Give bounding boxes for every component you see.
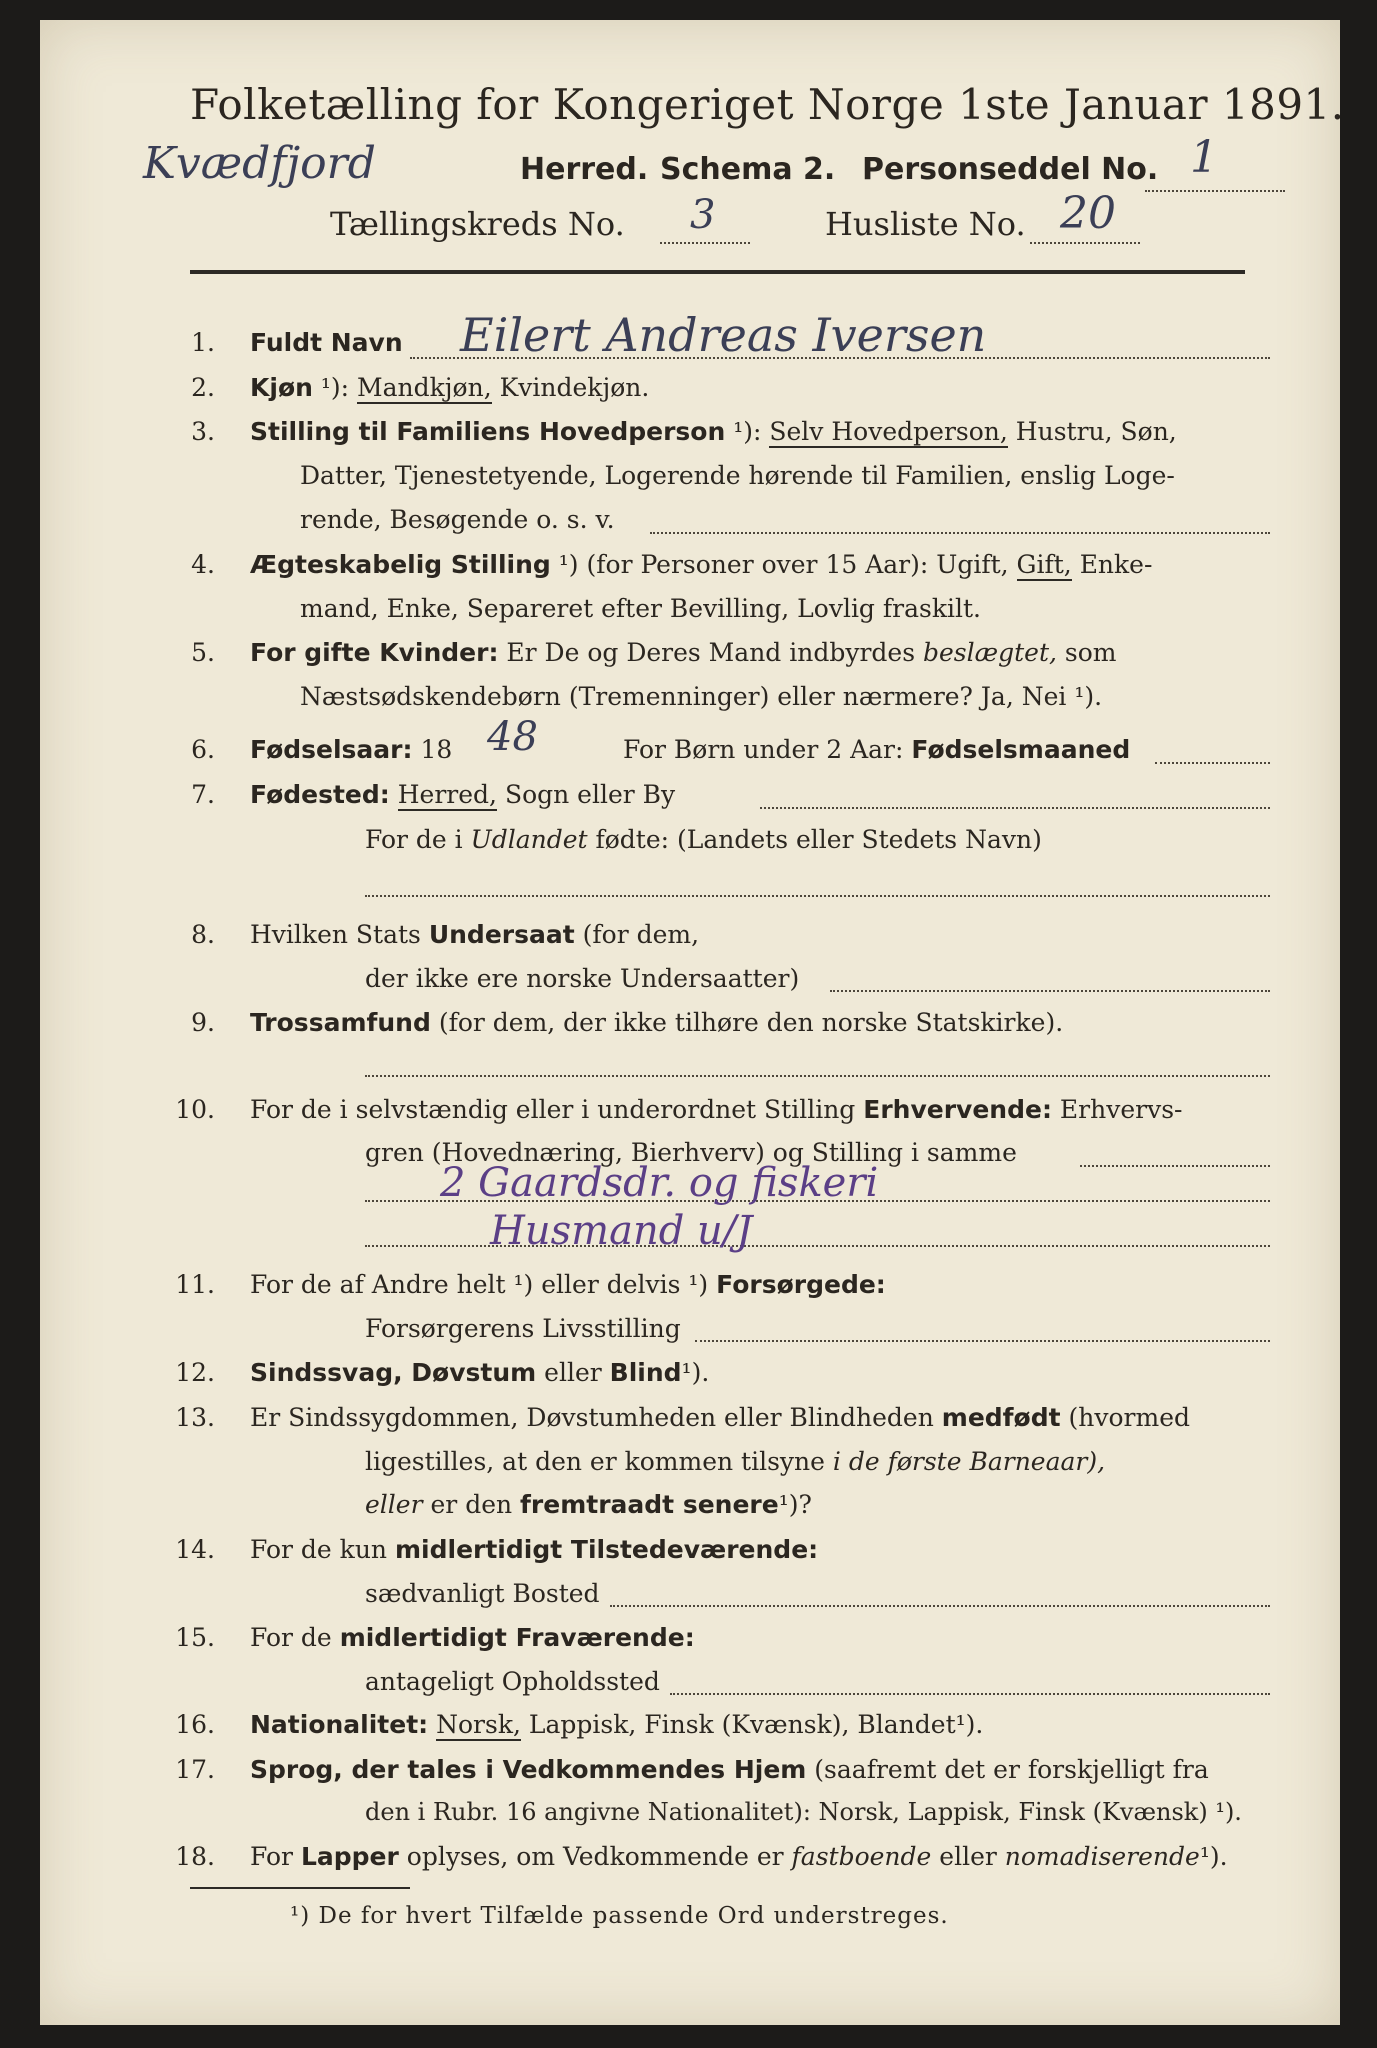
kreds-dots — [660, 242, 750, 244]
item-number: 9. — [191, 1008, 215, 1037]
abroad-text: For de i — [365, 825, 463, 854]
occupation-answer-1: 2 Gaardsdr. og fiskeri — [440, 1160, 879, 1206]
religion-dots — [365, 1075, 1270, 1077]
dependents-dots — [695, 1340, 1270, 1342]
lapps-settled: fastboende — [791, 1842, 932, 1871]
item-number: 15. — [175, 1623, 215, 1652]
occupation-text: For de i selvstændig eller i underordnet Stilling — [250, 1095, 856, 1124]
nationality-selected: Norsk, — [436, 1710, 521, 1739]
temp-present-label: midlertidigt Tilstedeværende: — [394, 1535, 819, 1564]
congenital-line2: ligestilles, at den er kommen tilsyne — [365, 1447, 825, 1476]
disability-label: Sindssvag, Døvstum — [250, 1358, 537, 1387]
item-number: 7. — [191, 780, 215, 809]
family-position-footnote-mark: ¹): — [733, 417, 762, 446]
marital-status-label: Ægteskabelig Stilling — [250, 550, 551, 579]
item-number: 14. — [175, 1535, 215, 1564]
married-women-italic: beslægtet, — [923, 638, 1057, 667]
family-position-selected: Selv Hovedperson, — [769, 417, 1008, 446]
item-number: 10. — [175, 1095, 215, 1124]
item-number: 12. — [175, 1358, 215, 1387]
family-position-line3: rende, Besøgende o. s. v. — [300, 505, 615, 534]
item-number: 18. — [175, 1842, 215, 1871]
lapps-label: Lapper — [300, 1842, 399, 1871]
dependents-text: For de af Andre helt ¹) eller delvis ¹) — [250, 1270, 709, 1299]
citizenship-dots — [830, 990, 1270, 992]
married-women-line2: Næstsødskendebørn (Tremenninger) eller nærmere? Ja, Nei ¹). — [300, 682, 1103, 711]
citizenship-text: Hvilken Stats — [250, 920, 421, 949]
congenital-line3: er den — [430, 1490, 513, 1519]
temp-absent-text: For de — [250, 1623, 332, 1652]
lapps-or: eller — [939, 1842, 997, 1871]
marital-status-selected: Gift, — [1016, 550, 1072, 579]
family-position-label: Stilling til Familiens Hovedperson — [250, 417, 726, 446]
congenital-label: medfødt — [941, 1403, 1061, 1432]
birth-year-label: Fødselsaar: — [250, 735, 413, 764]
abroad-italic: Udlandet — [470, 825, 588, 854]
form-title: Folketælling for Kongeriget Norge 1ste Januar 1891. — [190, 80, 1345, 129]
birthplace-options: Sogn eller By — [504, 780, 676, 809]
married-women-text: Er De og Deres Mand indbyrdes — [506, 638, 916, 667]
full-name-label: Fuldt Navn — [250, 328, 403, 357]
herred-name-handwritten: Kvædfjord — [143, 138, 376, 189]
husliste-dots — [1030, 242, 1140, 244]
item-number: 4. — [191, 550, 215, 579]
birth-month-dots — [1155, 762, 1270, 764]
marital-status-text: (for Personer over 15 Aar): Ugift, — [586, 550, 1009, 579]
occupation-line2: gren (Hovednæring, Bierhverv) og Stilling i samme — [365, 1138, 1017, 1167]
temp-absent-line2: antageligt Opholdssted — [365, 1667, 660, 1696]
married-women-text2: som — [1064, 638, 1117, 667]
birth-month-text: For Børn under 2 Aar: — [623, 735, 904, 764]
census-form-page — [40, 20, 1345, 2025]
family-position-dots — [650, 532, 1270, 534]
full-name-answer: Eilert Andreas Iversen — [460, 308, 987, 362]
item-number: 1. — [191, 328, 215, 357]
religion-text: (for dem, der ikke tilhøre den norske Statskirke). — [438, 1008, 1064, 1037]
item-number: 17. — [175, 1755, 215, 1784]
lapps-footnote-mark: ¹). — [1199, 1842, 1228, 1871]
temp-absent-dots — [670, 1693, 1270, 1695]
later-onset-label: fremtraadt senere — [520, 1490, 779, 1519]
family-position-options: Hustru, Søn, — [1015, 417, 1177, 446]
item-number: 13. — [175, 1403, 215, 1432]
temp-absent-label: midlertidigt Fraværende: — [339, 1623, 695, 1652]
sex-footnote-mark: ¹): — [320, 373, 350, 402]
citizenship-text2: (for dem, — [582, 920, 700, 949]
husliste-label: Husliste No. — [825, 205, 1026, 243]
item-number: 11. — [175, 1270, 215, 1299]
personseddel-number: 1 — [1190, 132, 1218, 183]
citizenship-label: Undersaat — [428, 920, 575, 949]
schema-label: Schema 2. — [660, 152, 836, 187]
lapps-text: For — [250, 1842, 293, 1871]
family-position-line2: Datter, Tjenestetyende, Logerende hørende til Familien, enslig Loge- — [300, 461, 1175, 490]
kreds-label: Tællingskreds No. — [330, 205, 625, 243]
kreds-number: 3 — [690, 192, 716, 238]
congenital-text2: (hvormed — [1068, 1403, 1191, 1432]
husliste-number: 20 — [1060, 188, 1116, 239]
language-label: Sprog, der tales i Vedkommendes Hjem — [250, 1755, 807, 1784]
herred-label: Herred. — [520, 152, 649, 187]
personseddel-label: Personseddel No. — [862, 152, 1159, 187]
citizenship-line2: der ikke ere norske Undersaatter) — [365, 964, 800, 993]
married-women-label: For gifte Kvinder: — [250, 638, 499, 667]
item-number: 2. — [191, 373, 215, 402]
temp-present-text: For de kun — [250, 1535, 388, 1564]
sex-option-male: Mandkjøn, — [357, 373, 492, 402]
marital-status-text2: Enke- — [1079, 550, 1153, 579]
marital-status-line2: mand, Enke, Separeret efter Bevilling, Lovlig fraskilt. — [300, 594, 981, 623]
header-rule — [190, 270, 1245, 274]
personseddel-dots — [1145, 190, 1285, 192]
language-line2: den i Rubr. 16 angivne Nationalitet): Norsk, Lappisk, Finsk (Kvænsk) ¹). — [365, 1798, 1242, 1826]
footnote: ¹) De for hvert Tilfælde passende Ord understreges. — [290, 1903, 949, 1929]
birth-year-answer: 48 — [487, 714, 538, 760]
dependents-line2: Forsørgerens Livsstilling — [365, 1314, 681, 1343]
dependents-label: Forsørgede: — [716, 1270, 886, 1299]
item-number: 8. — [191, 920, 215, 949]
nationality-label: Nationalitet: — [250, 1710, 429, 1739]
occupation-dots-1 — [1080, 1165, 1270, 1167]
birth-year-prefix: 18 — [420, 735, 453, 764]
congenital-text: Er Sindssygdommen, Døvstumheden eller Blindheden — [250, 1403, 934, 1432]
abroad-dots — [365, 895, 1270, 897]
sex-option-female: Kvindekjøn. — [499, 373, 650, 402]
item-number: 5. — [191, 638, 215, 667]
birthplace-selected: Herred, — [397, 780, 497, 809]
disability-footnote-mark: ¹). — [681, 1358, 710, 1387]
lapps-text2: oplyses, om Vedkommende er — [406, 1842, 784, 1871]
item-number: 16. — [175, 1710, 215, 1739]
congenital-line3-italic: eller — [365, 1490, 423, 1519]
birthplace-dots — [760, 807, 1270, 809]
religion-label: Trossamfund — [250, 1008, 431, 1037]
item-number: 6. — [191, 735, 215, 764]
language-text: (saafremt det er forskjelligt fra — [814, 1755, 1209, 1784]
occupation-text2: Erhvervs- — [1059, 1095, 1183, 1124]
congenital-line2-italic: i de første Barneaar), — [832, 1447, 1106, 1476]
later-onset-footnote-mark: ¹)? — [778, 1490, 812, 1519]
temp-present-dots — [610, 1605, 1270, 1607]
footnote-rule — [190, 1887, 410, 1889]
birth-month-label: Fødselsmaaned — [911, 735, 1131, 764]
disability-label2: Blind — [609, 1358, 682, 1387]
occupation-label: Erhvervende: — [863, 1095, 1052, 1124]
disability-text: eller — [544, 1358, 602, 1387]
marital-status-footnote-mark: ¹) — [558, 550, 579, 579]
lapps-nomadic: nomadiserende — [1004, 1842, 1200, 1871]
nationality-options: Lappisk, Finsk (Kvænsk), Blandet¹). — [528, 1710, 984, 1739]
birthplace-label: Fødested: — [250, 780, 390, 809]
item-number: 3. — [191, 417, 215, 446]
abroad-text2: fødte: (Landets eller Stedets Navn) — [595, 825, 1042, 854]
sex-label: Kjøn — [250, 373, 313, 402]
occupation-answer-2: Husmand u/J — [490, 1208, 753, 1254]
temp-present-line2: sædvanligt Bosted — [365, 1579, 600, 1608]
